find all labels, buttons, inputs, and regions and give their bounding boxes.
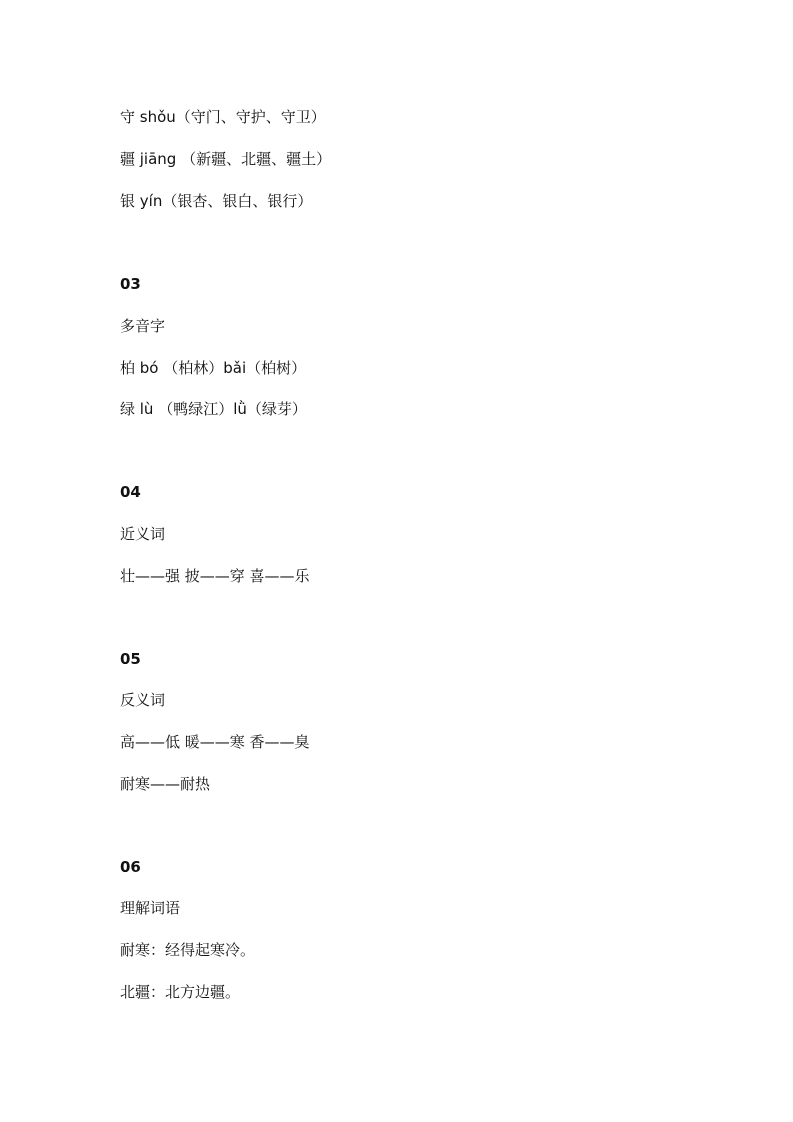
vocab-line-shou: 守 shǒu（守门、守护、守卫） — [120, 108, 326, 126]
synonyms-line: 壮——强 披——穿 喜——乐 — [120, 567, 310, 585]
section-number-03: 03 — [120, 275, 141, 293]
vocab-line-yin: 银 yín（银杏、银白、银行） — [120, 192, 313, 210]
definition-line-naihan: 耐寒：经得起寒冷。 — [120, 941, 256, 959]
vocab-line-jiang: 疆 jiāng （新疆、北疆、疆土） — [120, 150, 332, 168]
definition-line-beijiang: 北疆：北方边疆。 — [120, 983, 241, 1001]
section-number-04: 04 — [120, 483, 141, 501]
section-number-06: 06 — [120, 858, 141, 876]
antonyms-line-2: 耐寒——耐热 — [120, 775, 211, 793]
section-number-05: 05 — [120, 650, 141, 668]
polyphone-line-lu: 绿 lù （鸭绿江）lǜ（绿芽） — [120, 400, 307, 418]
antonyms-line-1: 高——低 暖——寒 香——臭 — [120, 733, 310, 751]
section-title-antonyms: 反义词 — [120, 691, 166, 709]
section-title-synonyms: 近义词 — [120, 525, 166, 543]
polyphone-line-bai: 柏 bó （柏林）bǎi（柏树） — [120, 359, 307, 377]
section-title-polyphone: 多音字 — [120, 317, 166, 335]
section-title-definitions: 理解词语 — [120, 899, 181, 917]
